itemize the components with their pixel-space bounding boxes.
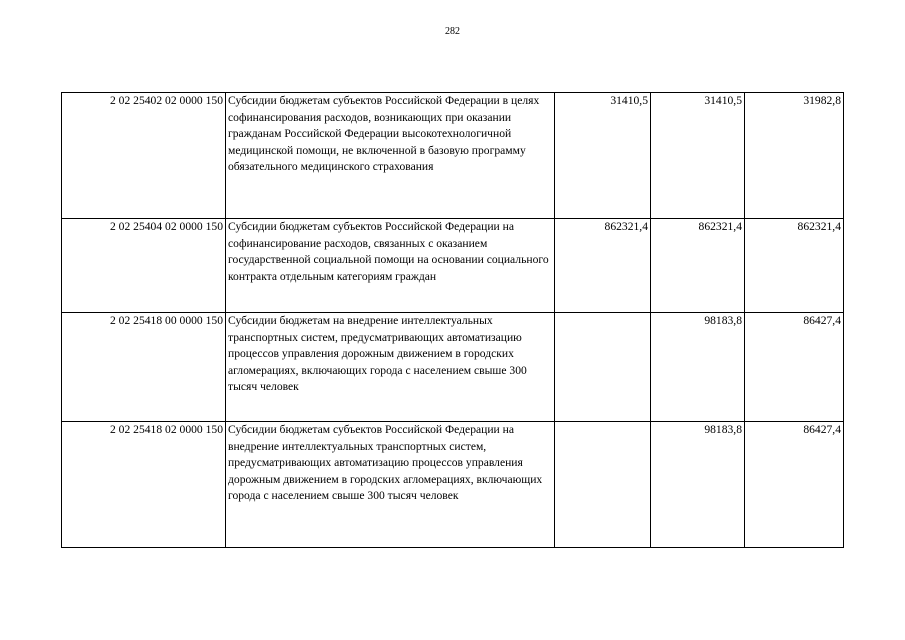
description-cell: Субсидии бюджетам на внедрение интеллектуальных транспортных систем, предусматривающих автоматизацию процессов управления дорожным движением в городских агломерациях, включающих города с населением свыше 300 тысяч человек: [226, 313, 555, 422]
amount-year3-cell: 86427,4: [745, 422, 844, 548]
amount-year3-cell: 86427,4: [745, 313, 844, 422]
budget-code-cell: 2 02 25418 02 0000 150: [62, 422, 226, 548]
table-row: [62, 219, 844, 313]
budget-code-cell: 2 02 25402 02 0000 150: [62, 93, 226, 219]
amount-year1-cell: 862321,4: [555, 219, 651, 313]
amount-year2-cell: 862321,4: [651, 219, 745, 313]
amount-year3-cell: 31982,8: [745, 93, 844, 219]
description-cell: Субсидии бюджетам субъектов Российской Федерации на внедрение интеллектуальных транспортных систем, предусматривающих автоматизацию процессов управления дорожным движением в городских агломерациях, включающих города с населением свыше 300 тысяч человек: [226, 422, 555, 548]
amount-year2-cell: 98183,8: [651, 313, 745, 422]
budget-revenue-table: [61, 92, 844, 548]
amount-year1-cell: 31410,5: [555, 93, 651, 219]
table-row: [62, 313, 844, 422]
amount-year1-cell: [555, 422, 651, 548]
amount-year2-cell: 31410,5: [651, 93, 745, 219]
description-cell: Субсидии бюджетам субъектов Российской Федерации на софинансирование расходов, связанных с оказанием государственной социальной помощи на основании социального контракта отдельным категориям граждан: [226, 219, 555, 313]
budget-code-cell: 2 02 25418 00 0000 150: [62, 313, 226, 422]
amount-year1-cell: [555, 313, 651, 422]
page-number: 282: [445, 26, 460, 37]
table-row: [62, 93, 844, 219]
table-row: [62, 422, 844, 548]
description-cell: Субсидии бюджетам субъектов Российской Федерации в целях софинансирования расходов, возникающих при оказании гражданам Российской Федерации высокотехнологичной медицинской помощи, не включенной в базовую программу обязательного медицинского страхования: [226, 93, 555, 219]
budget-code-cell: 2 02 25404 02 0000 150: [62, 219, 226, 313]
amount-year2-cell: 98183,8: [651, 422, 745, 548]
amount-year3-cell: 862321,4: [745, 219, 844, 313]
